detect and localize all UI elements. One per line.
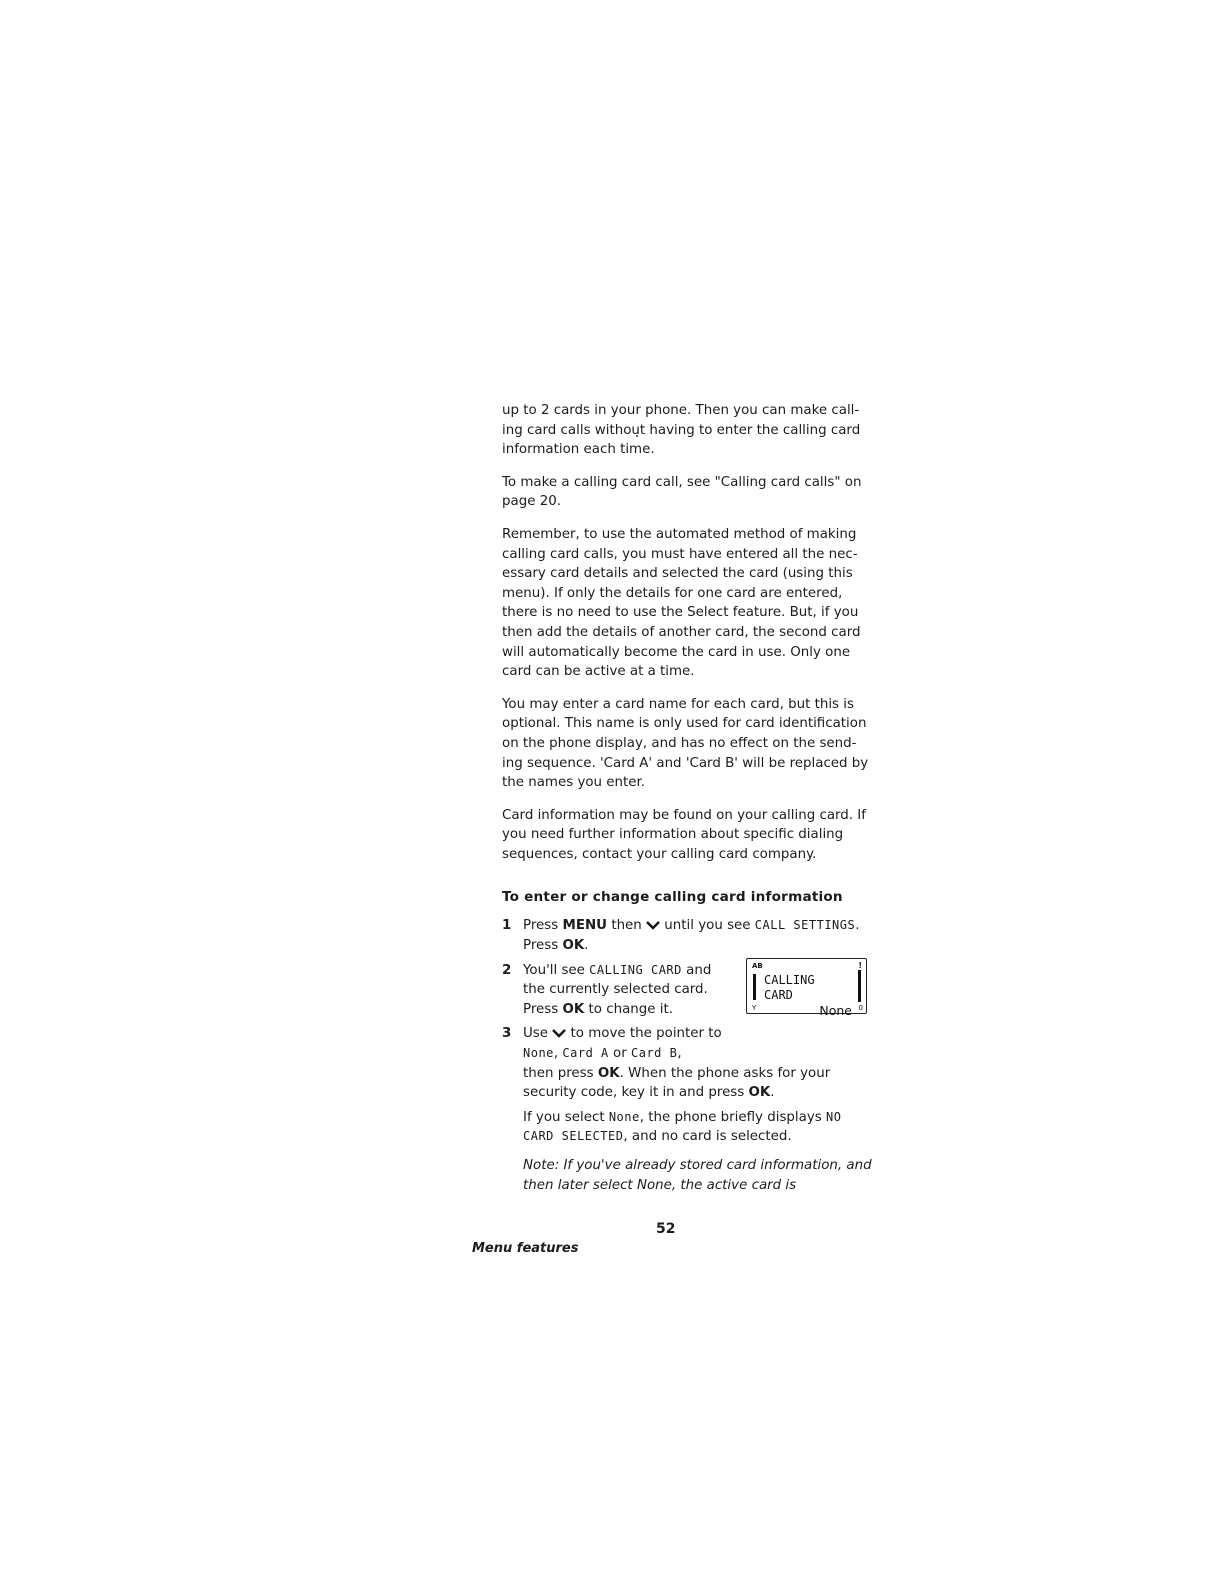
step-body bbox=[523, 961, 733, 1020]
step-1 bbox=[502, 916, 872, 955]
display-line-1: CALLING bbox=[764, 973, 815, 987]
display-indicator-ab: AB bbox=[752, 962, 763, 970]
lcd-text: None bbox=[608, 1109, 640, 1124]
step-text: . When the phone asks for your security code, key it in and press bbox=[523, 1065, 831, 1101]
lcd-text: CALLING CARD bbox=[589, 962, 682, 977]
step-text: . Press bbox=[523, 918, 860, 954]
step-text: . bbox=[584, 938, 589, 954]
step-text: , bbox=[677, 1046, 682, 1062]
ok-key: OK bbox=[597, 1065, 620, 1081]
paragraph-remember: Remember, to use the automated method of making calling card calls, you must have entered all the nec-essary card details and selected the card (using this menu). If only the details for one card are entered, there is no need to use the Select feature. But, if you then add the details of another card, the second card will automatically become the card in use. Only one card can be active at a time. bbox=[502, 526, 861, 680]
lcd-text: Card B bbox=[631, 1046, 678, 1061]
step-text: . bbox=[770, 1085, 775, 1101]
chevron-down-icon bbox=[552, 1028, 566, 1038]
step-text: or bbox=[608, 1046, 631, 1062]
chevron-down-icon bbox=[646, 920, 660, 930]
step-text: then bbox=[607, 918, 647, 934]
page-number: 52 bbox=[656, 1221, 676, 1237]
paragraph-card-name: You may enter a card name for each card, but this is optional. This name is only used for card identification on the phone display, and has no effect on the send-ing sequence. 'Card A' and 'Card B' will be replaced by the names you enter. bbox=[502, 696, 869, 791]
display-indicator-y: Y bbox=[752, 1004, 757, 1012]
paragraph-make-call: To make a calling card call, see "Calling card calls" on page 20. bbox=[502, 474, 862, 510]
display-line-2: CARD bbox=[764, 988, 793, 1002]
none-selection-paragraph bbox=[523, 1108, 872, 1147]
step-text: and the currently selected card. Press bbox=[523, 962, 712, 1017]
paragraph-cards-intro: up to 2 cards in your phone. Then you can make call-ing card calls without having to enter the calling card information each time. bbox=[502, 403, 861, 458]
display-indicator-exclamation: ! bbox=[858, 961, 862, 970]
lcd-text: NO CARD SELECTED bbox=[523, 1109, 842, 1144]
step-text: until you see bbox=[660, 918, 755, 934]
step-text: to change it. bbox=[584, 1001, 673, 1017]
step-text: You'll see bbox=[523, 962, 590, 978]
section-heading: To enter or change calling card information bbox=[502, 889, 843, 906]
phone-display bbox=[746, 958, 867, 1018]
step-text: Use bbox=[523, 1026, 553, 1042]
step-text: , bbox=[553, 1046, 563, 1062]
ok-key: OK bbox=[748, 1085, 771, 1101]
menu-key: MENU bbox=[562, 918, 608, 934]
lcd-text: Card A bbox=[562, 1046, 609, 1061]
signal-bar-icon bbox=[753, 974, 756, 1000]
step-number: 2 bbox=[502, 962, 512, 978]
note-paragraph: Note: If you've already stored card information, and then later select None, the active card is bbox=[523, 1158, 872, 1193]
lcd-text: None bbox=[523, 1046, 554, 1061]
display-line-3: None bbox=[819, 1003, 852, 1018]
ok-key: OK bbox=[562, 1001, 585, 1017]
paragraph-text: , the phone briefly displays bbox=[639, 1109, 827, 1125]
paragraph-text: , and no card is selected. bbox=[623, 1129, 792, 1145]
step-number: 3 bbox=[502, 1026, 512, 1042]
display-indicator-zero: 0 bbox=[858, 1004, 863, 1012]
main-column bbox=[502, 401, 872, 1195]
paragraph-text: If you select bbox=[523, 1109, 609, 1125]
battery-bar-icon bbox=[858, 970, 861, 1002]
step-text: Press bbox=[523, 918, 563, 934]
step-text: to move the pointer to bbox=[566, 1026, 722, 1042]
step-body bbox=[523, 1024, 733, 1063]
step-text: then press bbox=[523, 1065, 598, 1081]
step-body-wide bbox=[523, 1064, 872, 1103]
paragraph-card-info: Card information may be found on your calling card. If you need further information about specific dialing sequences, contact your calling card company. bbox=[502, 807, 866, 862]
footer-section-title: Menu features bbox=[472, 1241, 579, 1256]
ok-key: OK bbox=[562, 938, 585, 954]
step-3 bbox=[502, 1024, 872, 1102]
step-number: 1 bbox=[502, 918, 512, 934]
lcd-text: CALL SETTINGS bbox=[754, 918, 856, 933]
